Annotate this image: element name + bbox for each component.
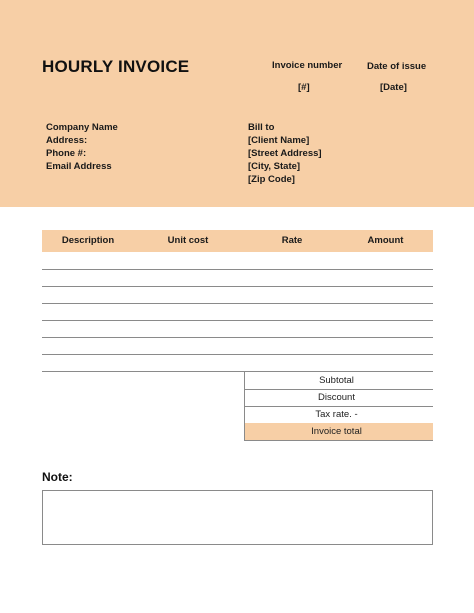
subtotal-label: Subtotal — [319, 375, 354, 386]
invoice-total-label: Invoice total — [311, 426, 362, 437]
subtotal-row[interactable] — [244, 372, 433, 390]
date-of-issue-label: Date of issue — [367, 61, 427, 72]
discount-label: Discount — [318, 392, 355, 403]
invoice-number-label: Invoice number — [272, 60, 343, 71]
invoice-number-value[interactable]: [#] — [298, 82, 310, 93]
company-info — [46, 121, 118, 173]
column-description: Description — [61, 235, 115, 246]
header-band — [0, 0, 474, 207]
tax-rate-row[interactable] — [244, 406, 433, 424]
note-box[interactable] — [42, 490, 433, 545]
client-name[interactable]: [Client Name] — [248, 135, 310, 146]
table-row[interactable] — [42, 337, 433, 338]
date-of-issue-value[interactable]: [Date] — [380, 82, 407, 93]
bill-to-label: Bill to — [248, 122, 275, 133]
table-row[interactable] — [42, 269, 433, 270]
table-row[interactable] — [42, 354, 433, 355]
client-zip-code[interactable]: [Zip Code] — [248, 174, 295, 185]
bill-to-info — [248, 121, 322, 186]
discount-row[interactable] — [244, 389, 433, 407]
invoice-title: HOURLY INVOICE — [42, 57, 190, 76]
company-email[interactable]: Email Address — [46, 161, 112, 172]
column-amount: Amount — [367, 235, 404, 246]
summary-divider — [244, 372, 245, 441]
table-row[interactable] — [42, 286, 433, 287]
table-row[interactable] — [42, 303, 433, 304]
company-address[interactable]: Address: — [46, 135, 88, 146]
items-table-header — [42, 230, 433, 252]
client-city-state[interactable]: [City, State] — [248, 161, 301, 172]
column-rate: Rate — [281, 235, 303, 246]
note-label: Note: — [42, 470, 73, 484]
company-phone[interactable]: Phone #: — [46, 148, 87, 159]
table-row[interactable] — [42, 320, 433, 321]
invoice-total-row[interactable] — [244, 423, 433, 441]
column-unit-cost: Unit cost — [167, 235, 209, 246]
tax-rate-label: Tax rate. - — [315, 409, 358, 420]
company-name[interactable]: Company Name — [46, 122, 118, 133]
client-street-address[interactable]: [Street Address] — [248, 148, 322, 159]
